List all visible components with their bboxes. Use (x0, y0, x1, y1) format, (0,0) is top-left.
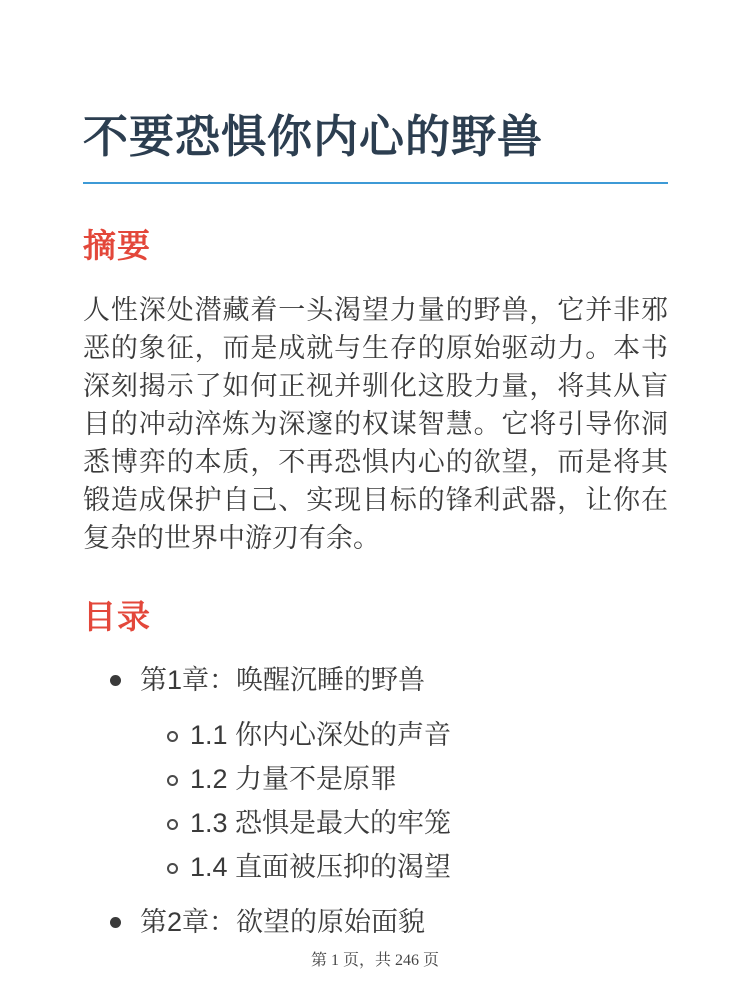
toc-section-item (140, 718, 668, 752)
toc-section-item (140, 762, 668, 796)
toc-chapter-label: 第1章：唤醒沉睡的野兽 (140, 665, 426, 695)
toc-sublist (140, 718, 668, 884)
toc-section-item (140, 806, 668, 840)
bullet-circle-icon (167, 731, 178, 742)
toc-section-label: 1.1 你内心深处的声音 (190, 720, 452, 750)
toc-chapter-item (83, 663, 668, 884)
bullet-disc-icon (110, 675, 121, 686)
toc-chapter-item (83, 905, 668, 939)
toc-section-label: 1.4 直面被压抑的渴望 (190, 852, 452, 882)
page-footer (0, 947, 750, 970)
summary-heading: 摘要 (83, 227, 151, 264)
toc-section-item (140, 850, 668, 884)
bullet-circle-icon (167, 775, 178, 786)
page-number-indicator: 第 1 页，共 246 页 (310, 952, 439, 969)
toc-chapter-label: 第2章：欲望的原始面貌 (140, 907, 426, 937)
bullet-disc-icon (110, 917, 121, 928)
bullet-circle-icon (167, 863, 178, 874)
bullet-circle-icon (167, 819, 178, 830)
toc-heading: 目录 (83, 598, 151, 635)
toc-list (83, 663, 668, 939)
toc-section-label: 1.3 恐惧是最大的牢笼 (190, 808, 452, 838)
page-title: 不要恐惧你内心的野兽 (83, 112, 668, 184)
toc-section-label: 1.2 力量不是原罪 (190, 764, 398, 794)
summary-paragraph: 人性深处潜藏着一头渴望力量的野兽，它并非邪恶的象征，而是成就与生存的原始驱动力。本书深刻揭示了如何正视并驯化这股力量，将其从盲目的冲动淬炼为深邃的权谋智慧。它将引导你洞悉博弈的本质，不再恐惧内心的欲望，而是将其锻造成保护自己、实现目标的锋利武器，让你在复杂的世界中游刃有余。 (83, 295, 668, 553)
